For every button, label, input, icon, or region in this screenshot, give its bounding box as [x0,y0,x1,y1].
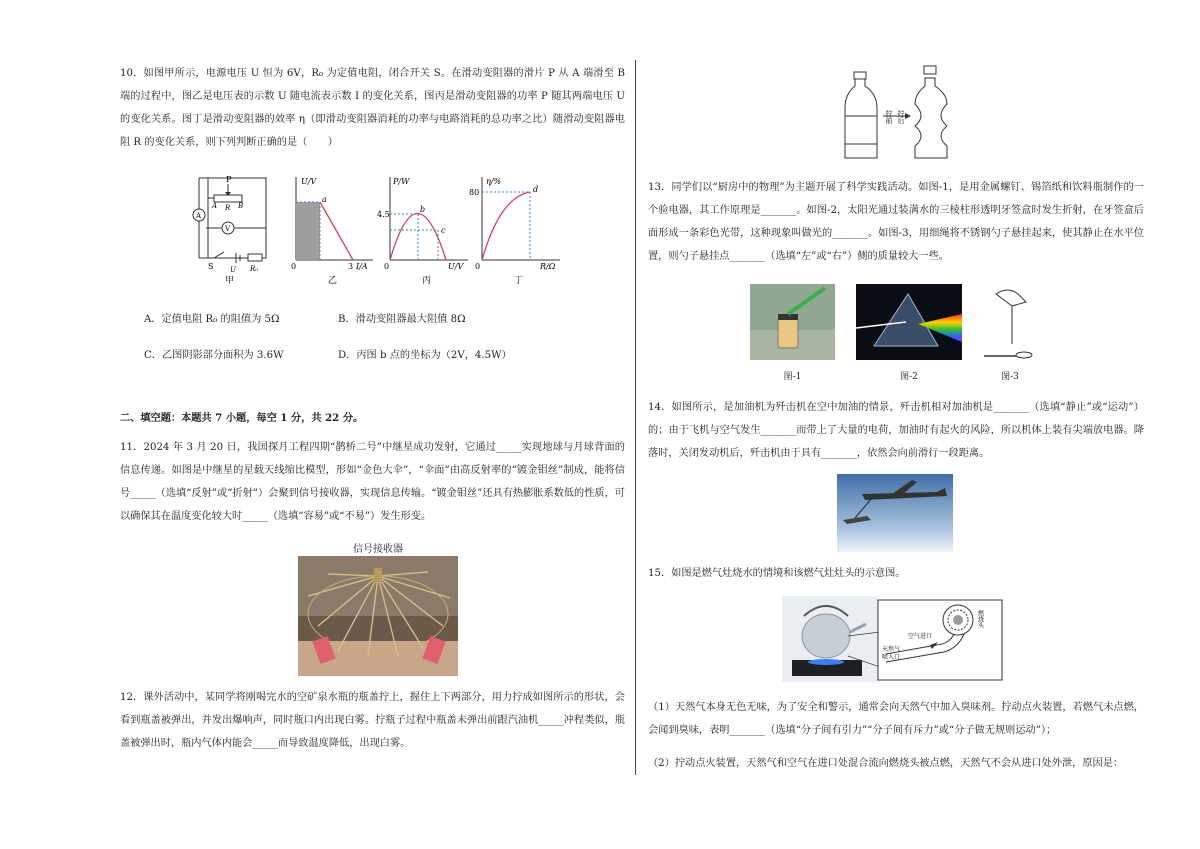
option-d: D．丙图 b 点的坐标为（2V，4.5W） [338,350,512,361]
prism-photo [856,284,962,360]
option-c: C．乙图阴影部分面积为 3.6W [144,350,284,361]
caption-yi: 乙 [328,276,338,286]
label-r: R [225,204,231,212]
column-divider [635,60,636,775]
rheostat-symbol [214,195,242,202]
yi-origin: 0 [291,262,297,271]
label-nozzle: 喷入口 [882,654,901,661]
option-b: B．滑动变阻器最大阻值 8Ω [338,314,466,325]
left-column [120,0,632,849]
label-before: 拧前 [885,110,893,124]
question-15-part-1: （1）天然气本身无色无味，为了安全和警示，通常会向天然气中加入臭味剂。拧动点火装置，若燃气未点燃，会闻到臭味，表明_______（选填“分子间有引力”“分子间有斥力”或“分子做无规则运动”）； [648,702,1144,736]
yi-y-axis-label: U/V [301,177,317,186]
question-13-text: 13．同学们以“厨房中的物理”为主题开展了科学实践活动。如图-1，是用金属螺钉、锡箔纸和饮料瓶制作的一个验电器，其工作原理是_______。如图-2，太阳光通过装满水的三棱柱形透明牙签盒时发生折射，在牙签盒后面形成一条彩色光带，这种现象叫做光的_______。如图-3，用细绳将不锈钢勺子悬挂起来，使其静止在水平位置，则勺子悬挂点_______（选填“左”或“右”）侧的质量较大一些。 [648,182,1144,262]
question-15-text: 15．如图是燃气灶烧水的情境和该燃气灶灶头的示意图。 [648,568,906,579]
question-14-text: 14．如图所示，是加油机为歼击机在空中加油的情景，歼击机相对加油机是_______（选填“静止”或“运动”）的；由于飞机与空气发生_______而带上了大量的电荷，加油时有起火的风险，所以机体上装有尖端放电器。降落时，关闭发动机后，歼击机由于具有_______，依然会向前滑行一段距离。 [648,402,1144,459]
ding-y-axis-label: η/% [486,177,502,186]
antenna-photo [298,556,458,676]
caption-ding: 丁 [514,276,524,286]
yi-tick-3: 3 [348,262,354,271]
label-switch: S [208,262,214,271]
circuit-diagram-jia [188,170,298,285]
gas-stove-figure [782,596,1004,682]
caption-fig-2: 图-2 [900,372,918,382]
label-b: B [238,202,244,210]
label-air-inlet: 空气进口 [908,633,933,640]
label-burner-head: 燃烧头 [976,610,984,628]
question-11-text: 11．2024 年 3 月 20 日，我国探月工程四期“鹊桥二号”中继星成功发射，它通过_____实现地球与月球背面的信息传递。如图是中继星的星载天线缩比模型，形如“金色大伞”，“伞面”由高反射率的“镀金钼丝”制成，能将信号_____（选填“反射”或“折射”）会聚到信号接收器，实现信息传输。“镀金钼丝”还具有热膨胀系数低的性质，可以确保其在温度变化较大时_____（选填“容易”或“不易”）发生形变。 [120,442,625,522]
right-column [640,0,1145,849]
bing-y-axis-label: P/W [393,177,410,186]
bing-origin: 0 [384,262,390,271]
question-10-text: 10．如图甲所示，电源电压 U 恒为 6V，R₀ 为定值电阻，闭合开关 S。在滑动变阻器的滑片 P 从 A 端滑至 B 端的过程中，图乙是电压表的示数 U 随电流表示数 I 的变化关系，图丙是滑动变阻器的功率 P 随其两端电压 U 的变化关系。图丁是滑动变阻器的效率 η（即滑动变阻器消耗的功率与电路消耗的总功率之比）随滑动变阻器电阻 R 的变化关系，则下列判断正确的是（ ） [120,68,625,148]
label-a: A [212,202,218,210]
option-a: A．定值电阻 R₀ 的阻值为 5Ω [144,314,280,325]
label-u: U [230,266,236,274]
question-15-part-2: （2）拧动点火装置，天然气和空气在进口处混合流向燃烧头被点燃，天然气不会从进口处外泄，原因是： [648,758,1124,769]
electroscope-photo [750,284,835,360]
caption-bing: 丙 [422,276,432,286]
caption-fig-1: 图-1 [783,372,802,382]
caption-fig-3: 图-3 [1001,372,1019,382]
section-heading: 二、填空题：本题共 7 小题，每空 1 分，共 22 分。 [120,412,364,424]
ding-x-axis-label: R/Ω [540,262,556,271]
label-ammeter: A [196,212,202,220]
yi-x-axis-label: I/A [356,262,368,271]
ding-tick-80: 80 [469,188,480,197]
bing-point-b: b [420,205,426,214]
ding-origin: 0 [475,262,481,271]
ding-point-d: d [533,185,539,194]
graph-ding [470,172,570,285]
spoon-figure [982,284,1038,360]
label-after: 拧后 [897,110,905,124]
graph-yi [288,172,383,285]
question-12-text: 12．课外活动中，某同学将刚喝完水的空矿泉水瓶的瓶盖拧上，握住上下两部分，用力拧成如图所示的形状，会看到瓶盖被弹出，并发出爆响声，同时瓶口内出现白雾。拧瓶子过程中瓶盖未弹出前跟汽油机_____冲程类似，瓶盖被弹出时，瓶内气体内能会_____而导致温度降低，出现白雾。 [120,692,625,749]
label-voltmeter: V [225,225,231,233]
bing-tick-4-5: 4.5 [377,210,390,219]
yi-point-a: a [322,195,327,204]
refueling-photo [837,474,953,552]
caption-jia: 甲 [225,276,235,286]
label-r0: R₀ [250,265,259,273]
bing-point-c: c [441,226,446,235]
graph-bing [377,172,480,286]
bing-x-axis-label: U/V [448,262,464,271]
receiver-label: 信号接收器 [353,544,403,555]
label-p: P [226,175,232,184]
bottle-figure [843,64,953,164]
label-natural-gas: 天然气 [882,646,901,653]
